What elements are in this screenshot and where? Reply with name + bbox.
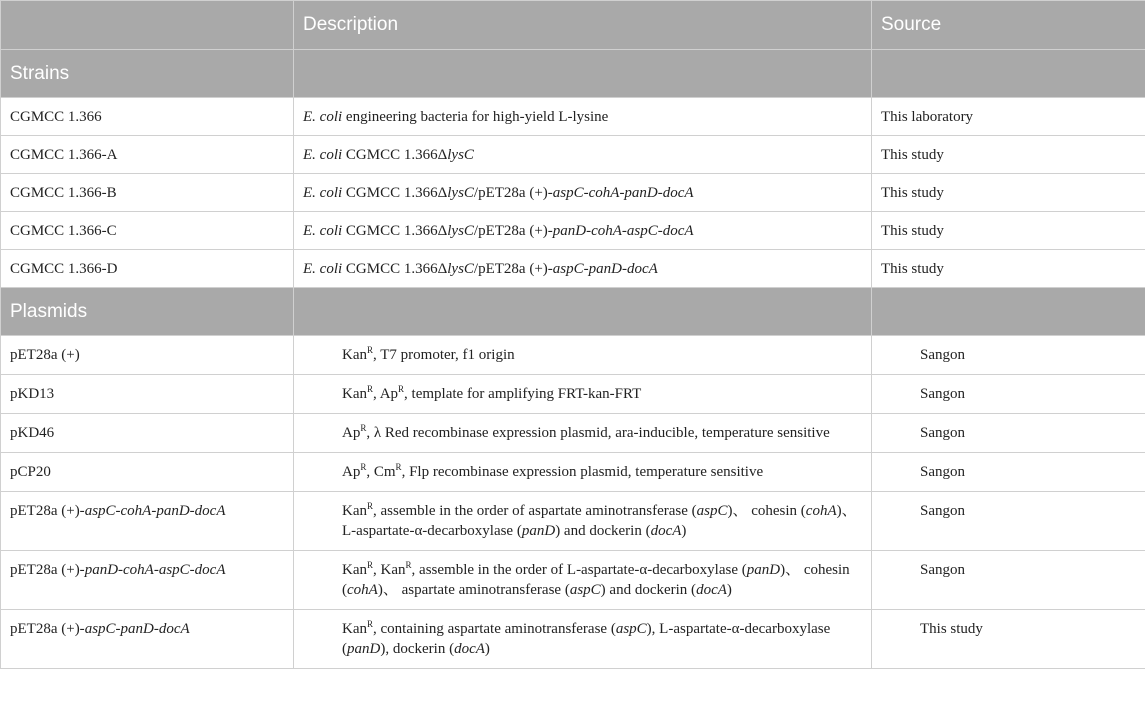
plasmid-source-cell: Sangon (872, 492, 1145, 551)
strain-source-cell: This study (872, 174, 1145, 212)
plasmid-source-cell: Sangon (872, 414, 1145, 453)
plasmid-row (1, 375, 1145, 414)
text-segment: Kan (342, 386, 367, 402)
plasmid-name-cell (1, 414, 294, 453)
text-segment: pKD46 (10, 425, 55, 441)
italic-text: panD-cohA-aspC-docA (84, 562, 226, 578)
strain-name-cell: CGMCC 1.366-B (1, 174, 294, 212)
strain-name-cell: CGMCC 1.366-C (1, 212, 294, 250)
plasmid-description-cell (294, 551, 872, 610)
italic-text: aspC (615, 621, 647, 637)
plasmid-description-cell (294, 414, 872, 453)
plasmid-rows (1, 336, 1145, 669)
italic-text: aspC-cohA-panD-docA (84, 503, 226, 519)
plasmid-name-cell (1, 610, 294, 669)
text-segment: Ap (342, 464, 361, 480)
strain-name-cell: CGMCC 1.366-D (1, 250, 294, 288)
italic-text: aspC (569, 582, 601, 598)
italic-text: aspC-panD-docA (552, 260, 658, 277)
plasmid-name-cell (1, 492, 294, 551)
text-segment: ), dockerin ( (380, 641, 455, 657)
plasmid-name-cell (1, 453, 294, 492)
italic-text: E. coli (303, 146, 343, 163)
strain-source-cell: This study (872, 212, 1145, 250)
italic-text: lysC (447, 146, 474, 163)
strain-row (1, 212, 1145, 250)
text-segment: CGMCC 1.366Δ (342, 146, 448, 163)
italic-text: cohA (347, 582, 378, 598)
superscript-resistance: R (367, 384, 374, 394)
text-segment: ) (681, 523, 687, 539)
text-segment: )、 cohesin ( (727, 503, 806, 519)
italic-text: lysC (447, 222, 474, 239)
plasmid-description-cell (294, 492, 872, 551)
italic-text: E. coli (303, 222, 343, 239)
italic-text: cohA (805, 503, 837, 519)
strain-row (1, 136, 1145, 174)
text-segment: , λ Red recombinase expression plasmid, ara-inducible, temperature sensitive (366, 425, 830, 441)
italic-text: E. coli (303, 260, 343, 277)
text-segment: , Flp recombinase expression plasmid, temperature sensitive (401, 464, 764, 480)
strain-description-cell (294, 174, 872, 212)
text-segment: ) (726, 582, 732, 598)
plasmid-source-cell: Sangon (872, 551, 1145, 610)
superscript-resistance: R (367, 560, 374, 570)
strain-row (1, 98, 1145, 136)
plasmid-row (1, 492, 1145, 551)
text-segment: , Ap (373, 386, 399, 402)
section-empty-cell (294, 288, 872, 336)
plasmid-description-cell (294, 336, 872, 375)
italic-text: panD (521, 523, 556, 539)
strain-source-cell: This study (872, 136, 1145, 174)
text-segment: CGMCC 1.366Δ (342, 222, 448, 239)
italic-text: docA (650, 523, 682, 539)
section-title-plasmids: Plasmids (1, 288, 294, 336)
section-empty-cell (872, 50, 1145, 98)
text-segment: /pET28a (+)- (473, 222, 553, 239)
text-segment: Kan (342, 562, 367, 578)
strain-name-cell: CGMCC 1.366-A (1, 136, 294, 174)
text-segment: pET28a (+) (10, 347, 80, 363)
text-segment: , containing aspartate aminotransferase ( (373, 621, 616, 637)
strain-description-cell (294, 98, 872, 136)
italic-text: lysC (447, 260, 474, 277)
header-description: Description (294, 1, 872, 50)
superscript-resistance: R (367, 345, 374, 355)
text-segment: )、 cohesin ( (342, 562, 850, 598)
header-row (1, 1, 1145, 50)
plasmid-name-cell (1, 336, 294, 375)
text-segment: , template for amplifying FRT-kan-FRT (404, 386, 642, 402)
superscript-resistance: R (395, 462, 402, 472)
plasmid-source-cell: Sangon (872, 453, 1145, 492)
plasmid-description-cell (294, 375, 872, 414)
plasmid-row (1, 610, 1145, 669)
superscript-resistance: R (367, 501, 374, 511)
italic-text: docA (696, 582, 727, 598)
italic-text: panD-cohA-aspC-docA (552, 222, 694, 239)
strain-description-cell (294, 136, 872, 174)
superscript-resistance: R (405, 560, 412, 570)
plasmid-row (1, 551, 1145, 610)
text-segment: pET28a (+)- (10, 503, 85, 519)
superscript-resistance: R (398, 384, 405, 394)
text-segment: Kan (342, 503, 367, 519)
italic-text: panD (746, 562, 781, 578)
text-segment: pCP20 (10, 464, 51, 480)
text-segment: , assemble in the order of aspartate aminotransferase ( (373, 503, 697, 519)
strain-source-cell: This study (872, 250, 1145, 288)
italic-text: panD (347, 641, 381, 657)
italic-text: E. coli (303, 184, 343, 201)
text-segment: )、 aspartate aminotransferase ( (377, 582, 570, 598)
text-segment: , Kan (373, 562, 406, 578)
text-segment: /pET28a (+)- (473, 184, 553, 201)
text-segment: , T7 promoter, f1 origin (373, 347, 515, 363)
plasmid-description-cell (294, 453, 872, 492)
text-segment: CGMCC 1.366Δ (342, 260, 448, 277)
plasmid-row (1, 453, 1145, 492)
text-segment: ), L-aspartate-α-decarboxylase ( (342, 621, 831, 657)
superscript-resistance: R (367, 619, 374, 629)
plasmid-source-cell: This study (872, 610, 1145, 669)
section-empty-cell (872, 288, 1145, 336)
text-segment: ) and dockerin ( (600, 582, 697, 598)
plasmid-name-cell (1, 375, 294, 414)
superscript-resistance: R (360, 462, 367, 472)
italic-text: aspC (696, 503, 728, 519)
strain-row (1, 174, 1145, 212)
text-segment: pKD13 (10, 386, 55, 402)
strain-row (1, 250, 1145, 288)
text-segment: Kan (342, 621, 367, 637)
strain-rows (1, 98, 1145, 288)
text-segment: engineering bacteria for high-yield L-lysine (342, 108, 609, 125)
text-segment: ) (484, 641, 490, 657)
text-segment: Kan (342, 347, 367, 363)
header-source: Source (872, 1, 1145, 50)
section-title-strains: Strains (1, 50, 294, 98)
strain-description-cell (294, 250, 872, 288)
section-row-strains (1, 50, 1145, 98)
plasmid-name-cell (1, 551, 294, 610)
plasmid-source-cell: Sangon (872, 375, 1145, 414)
plasmid-row (1, 336, 1145, 375)
plasmid-description-cell (294, 610, 872, 669)
strain-description-cell (294, 212, 872, 250)
italic-text: aspC-panD-docA (84, 621, 190, 637)
text-segment: , assemble in the order of L-aspartate-α-decarboxylase ( (411, 562, 747, 578)
strain-source-cell: This laboratory (872, 98, 1145, 136)
header-col1 (1, 1, 294, 50)
text-segment: )、 L-aspartate-α-decarboxylase ( (342, 503, 857, 539)
text-segment: /pET28a (+)- (473, 260, 553, 277)
text-segment: CGMCC 1.366Δ (342, 184, 448, 201)
italic-text: aspC-cohA-panD-docA (552, 184, 694, 201)
plasmid-source-cell: Sangon (872, 336, 1145, 375)
plasmid-row (1, 414, 1145, 453)
italic-text: lysC (447, 184, 474, 201)
strain-name-cell: CGMCC 1.366 (1, 98, 294, 136)
text-segment: pET28a (+)- (10, 621, 85, 637)
section-row-plasmids (1, 288, 1145, 336)
text-segment: ) and dockerin ( (555, 523, 651, 539)
superscript-resistance: R (360, 423, 367, 433)
italic-text: docA (454, 641, 485, 657)
text-segment: Ap (342, 425, 361, 441)
italic-text: E. coli (303, 108, 343, 125)
text-segment: pET28a (+)- (10, 562, 85, 578)
section-empty-cell (294, 50, 872, 98)
text-segment: , Cm (366, 464, 396, 480)
